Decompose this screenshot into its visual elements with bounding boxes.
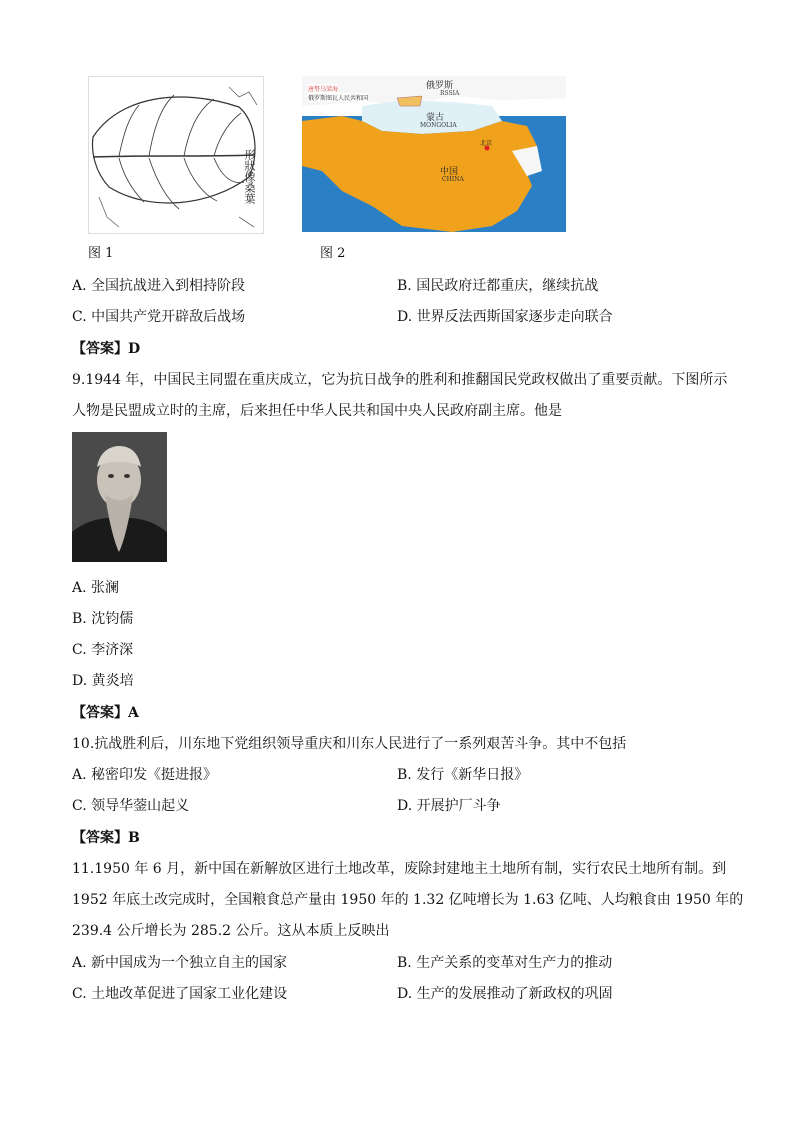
map-label-mongolia-en: MONGOLIA — [420, 122, 457, 129]
q10-stem: 10.抗战胜利后，川东地下党组织领导重庆和川东人民进行了一系列艰苦斗争。其中不包括 — [72, 736, 627, 752]
q10-option-a: A. 秘密印发《挺进报》 — [72, 767, 218, 783]
q10-option-b: B. 发行《新华日报》 — [397, 767, 529, 783]
q9-option-a: A. 张澜 — [72, 580, 120, 596]
q10-option-c: C. 领导华蓥山起义 — [72, 798, 190, 814]
map-legend-line1: 唐努乌梁海 — [308, 86, 339, 93]
q11-stem-line1: 11.1950 年 6 月，新中国在新解放区进行土地改革，废除封建地主土地所有制，实行农民土地所有制。到 — [72, 861, 727, 877]
portrait-illustration — [72, 432, 167, 562]
map-label-russia-en: RSSIA — [440, 90, 460, 97]
map-label-mongolia: 蒙古 — [426, 113, 445, 123]
q8-answer: 【答案】D — [72, 341, 141, 357]
q11-stem-line3: 239.4 公斤增长为 285.2 公斤。这从本质上反映出 — [72, 923, 390, 939]
q11-stem-line2: 1952 年底土改完成时，全国粮食总产量由 1950 年的 1.32 亿吨增长为 1.63 亿吨、人均粮食由 1950 年的 — [72, 892, 744, 908]
q11-option-c: C. 土地改革促进了国家工业化建设 — [72, 986, 288, 1002]
q8-option-a: A. 全国抗战进入到相持阶段 — [72, 278, 246, 294]
q8-option-b: B. 国民政府迁都重庆，继续抗战 — [397, 278, 599, 294]
map-label-china-en: CHINA — [442, 176, 464, 183]
figure-2-caption: 图 2 — [320, 246, 346, 261]
q11-option-b: B. 生产关系的变革对生产力的推动 — [397, 955, 613, 971]
q9-stem-line2: 人物是民盟成立时的主席，后来担任中华人民共和国中央人民政府副主席。他是 — [72, 403, 562, 419]
q8-option-c: C. 中国共产党开辟敌后战场 — [72, 309, 246, 325]
map-label-beijing: 北京 — [480, 140, 493, 147]
q11-option-a: A. 新中国成为一个独立自主的国家 — [72, 955, 288, 971]
q10-option-d: D. 开展护厂斗争 — [397, 798, 501, 814]
map-label-china: 中国 — [440, 167, 459, 177]
q8-option-d: D. 世界反法西斯国家逐步走向联合 — [397, 309, 613, 325]
figure-2-china-map — [302, 76, 566, 232]
q9-option-b: B. 沈钧儒 — [72, 611, 134, 627]
portrait-photo — [72, 432, 167, 562]
figure-1-caption: 图 1 — [88, 246, 114, 261]
q9-option-d: D. 黄炎培 — [72, 673, 134, 689]
map-legend-line2: 俄罗斯图瓦人民共和国 — [308, 95, 369, 102]
q9-stem-line1: 9.1944 年，中国民主同盟在重庆成立，它为抗日战争的胜利和推翻国民党政权做出了重要贡献。下图所示 — [72, 372, 728, 388]
leaf-map-illustration — [89, 77, 263, 233]
q9-option-c: C. 李济深 — [72, 642, 134, 658]
q9-answer: 【答案】A — [72, 705, 139, 721]
q11-option-d: D. 生产的发展推动了新政权的巩固 — [397, 986, 613, 1002]
map-label-russia: 俄罗斯 — [426, 81, 454, 91]
leaf-side-text: 形狀像桑葉 — [243, 149, 256, 204]
q10-answer: 【答案】B — [72, 830, 140, 846]
figure-1-leaf-map — [88, 76, 264, 234]
